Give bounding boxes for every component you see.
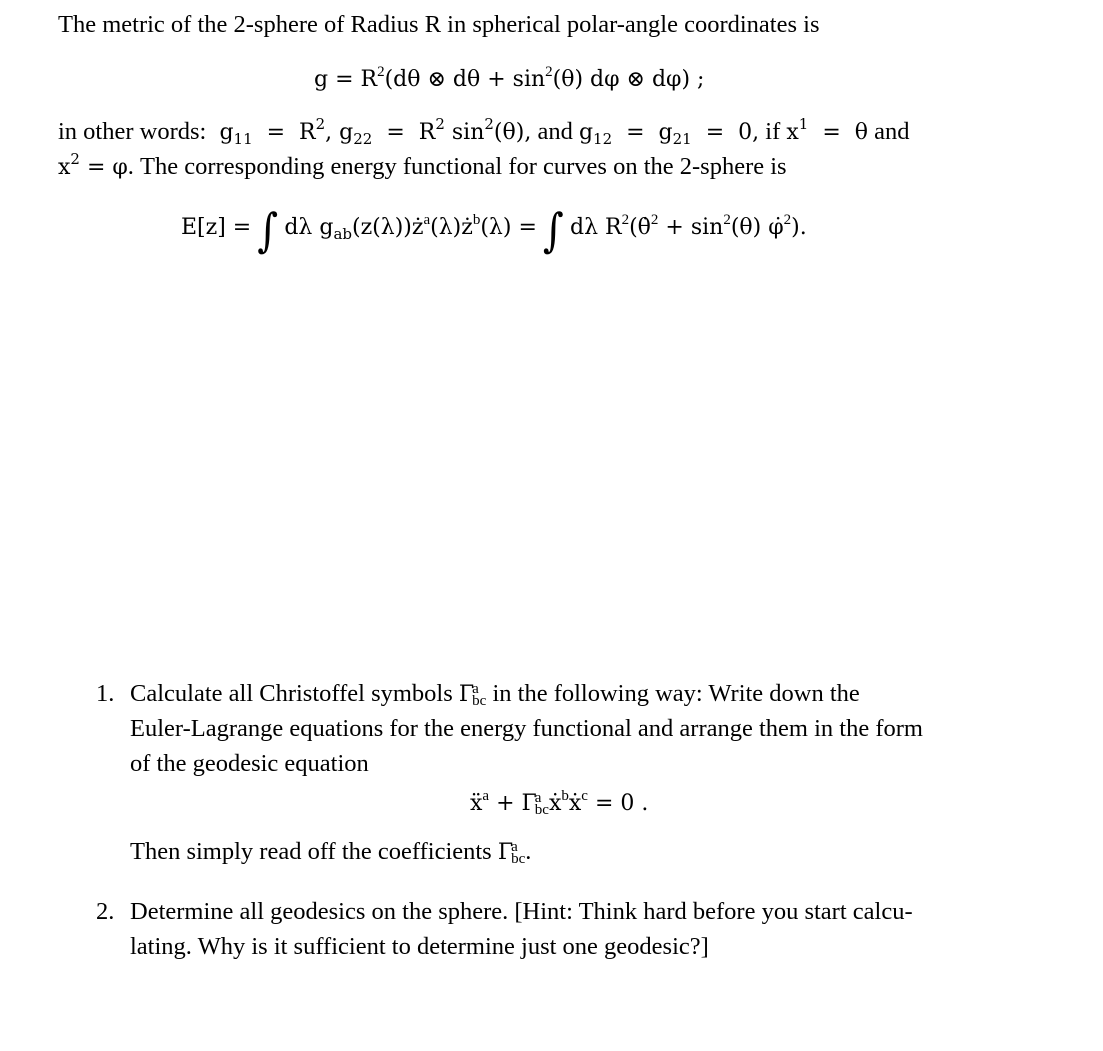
item-1-number: 1. bbox=[96, 680, 115, 707]
item-2-line1: Determine all geodesics on the sphere. [Hint: Think hard before you start calcu- bbox=[130, 898, 913, 925]
metric-equation: $g = R^2(d\theta$ ⊗ $d\theta + \sin^2(\theta)$ dφ ⊗ dφ) ; bbox=[314, 64, 705, 92]
item-1-line3: of the geodesic equation bbox=[130, 750, 369, 777]
geodesic-equation: ẍ$^a$ + Γ a bc ẋ$^b$ẋ$^c$ = 0 . bbox=[470, 788, 649, 819]
item-2-number: 2. bbox=[96, 898, 115, 925]
metric-components-line: in other words: $g_{11} = R^2$, $g_{22} = R^2$ $\sin^2(\theta)$, and $g_{12} = g_{21} = 0$, if $x^1 = \theta$ and bbox=[58, 115, 910, 148]
intro-text-line1: The metric of the 2-sphere of Radius R in spherical polar-angle coordinates is bbox=[58, 11, 820, 38]
energy-functional-equation: E[z] = ∫ dλ $g_{ab}(z(\lambda))ż^a(\lambda)ż^b(\lambda)$ = ∫ dλ $R^2(\thetȧ^2 + \sin^2(\theta)$ φ̇$^2$). bbox=[181, 204, 807, 258]
item-1-then-line: Then simply read off the coefficients Γ a bc . bbox=[130, 838, 532, 868]
item-2-line2: lating. Why is it sufficient to determine just one geodesic?] bbox=[130, 933, 709, 960]
item-1-line1: Calculate all Christoffel symbols Γ a bc in the following way: Write down the bbox=[130, 680, 860, 710]
item-1-line2: Euler-Lagrange equations for the energy functional and arrange them in the form bbox=[130, 715, 923, 742]
energy-intro-line: $x^2 = \varphi$. The corresponding energy functional for curves on the 2-sphere is bbox=[58, 150, 787, 180]
